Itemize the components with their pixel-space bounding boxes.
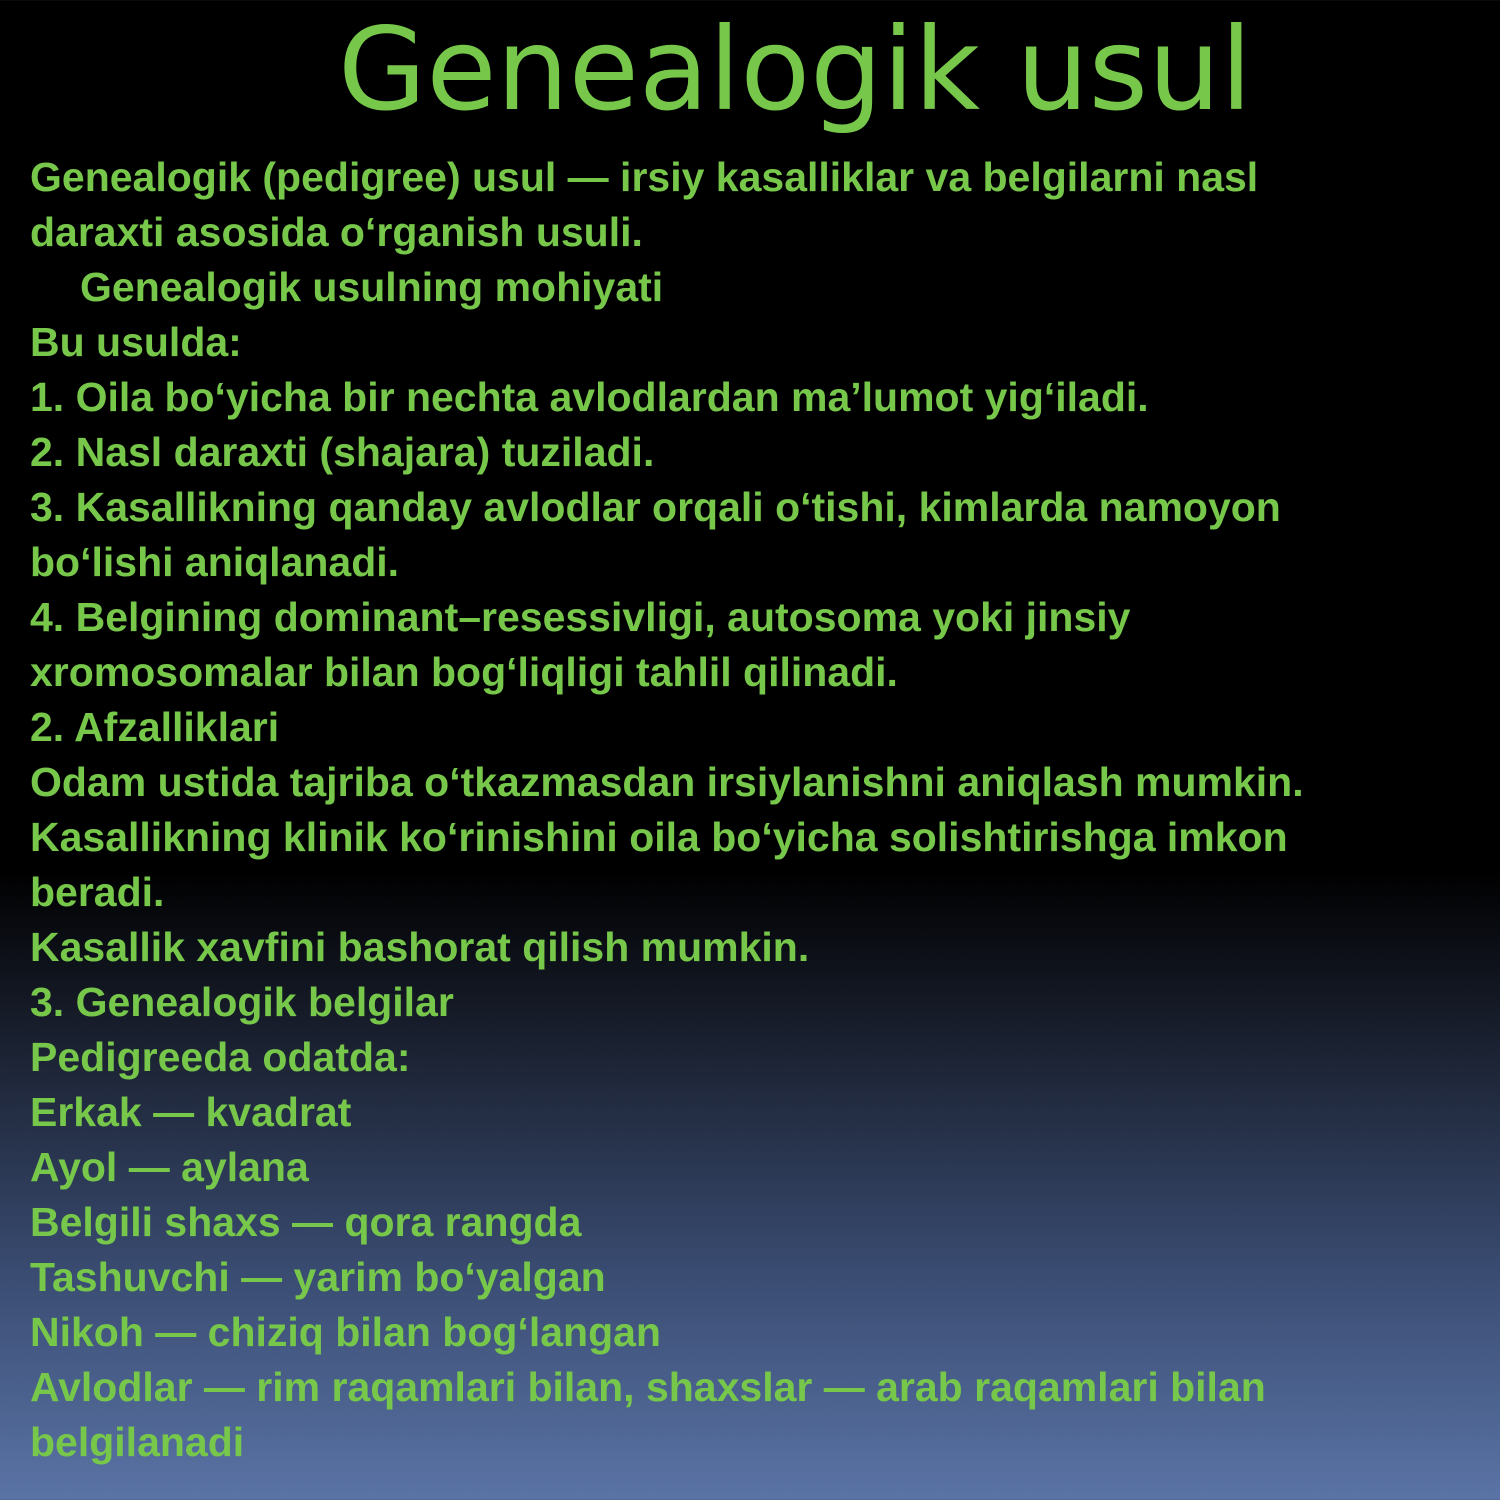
symbol-item: Tashuvchi — yarim bo‘yalgan bbox=[30, 1254, 606, 1300]
symbol-item: Avlodlar — rim raqamlari bilan, shaxslar — arab raqamlari bilan bbox=[30, 1364, 1266, 1410]
list-item: 3. Kasallikning qanday avlodlar orqali o‘tishi, kimlarda namoyon bbox=[30, 484, 1281, 530]
body-line: Genealogik (pedigree) usul — irsiy kasalliklar va belgilarni nasl bbox=[30, 154, 1259, 200]
section-heading: Genealogik usulning mohiyati bbox=[80, 264, 664, 310]
section-heading: 3. Genealogik belgilar bbox=[30, 979, 454, 1025]
section-heading: 2. Afzalliklari bbox=[30, 704, 280, 750]
list-item: 2. Nasl daraxti (shajara) tuziladi. bbox=[30, 429, 655, 475]
list-item: 4. Belgining dominant–resessivligi, autosoma yoki jinsiy bbox=[30, 594, 1131, 640]
list-item-continuation: bo‘lishi aniqlanadi. bbox=[30, 539, 400, 585]
list-item: 1. Oila bo‘yicha bir nechta avlodlardan ma’lumot yig‘iladi. bbox=[30, 374, 1149, 420]
body-line: daraxti asosida o‘rganish usuli. bbox=[30, 209, 643, 255]
list-item-continuation: xromosomalar bilan bog‘liqligi tahlil qilinadi. bbox=[30, 649, 898, 695]
symbol-item: Erkak — kvadrat bbox=[30, 1089, 352, 1135]
body-line: Pedigreeda odatda: bbox=[30, 1034, 411, 1080]
body-line: Odam ustida tajriba o‘tkazmasdan irsiylanishni aniqlash mumkin. bbox=[30, 759, 1304, 805]
slide-body bbox=[30, 150, 1480, 1470]
body-line: Kasallikning klinik ko‘rinishini oila bo‘yicha solishtirishga imkon bbox=[30, 814, 1288, 860]
symbol-item: Nikoh — chiziq bilan bog‘langan bbox=[30, 1309, 661, 1355]
body-line-continuation: beradi. bbox=[30, 869, 165, 915]
body-line: Bu usulda: bbox=[30, 319, 242, 365]
symbol-item-continuation: belgilanadi bbox=[30, 1419, 245, 1465]
symbol-item: Belgili shaxs — qora rangda bbox=[30, 1199, 582, 1245]
symbol-item: Ayol — aylana bbox=[30, 1144, 309, 1190]
body-line: Kasallik xavfini bashorat qilish mumkin. bbox=[30, 924, 810, 970]
slide-title: Genealogik usul bbox=[337, 3, 1252, 136]
